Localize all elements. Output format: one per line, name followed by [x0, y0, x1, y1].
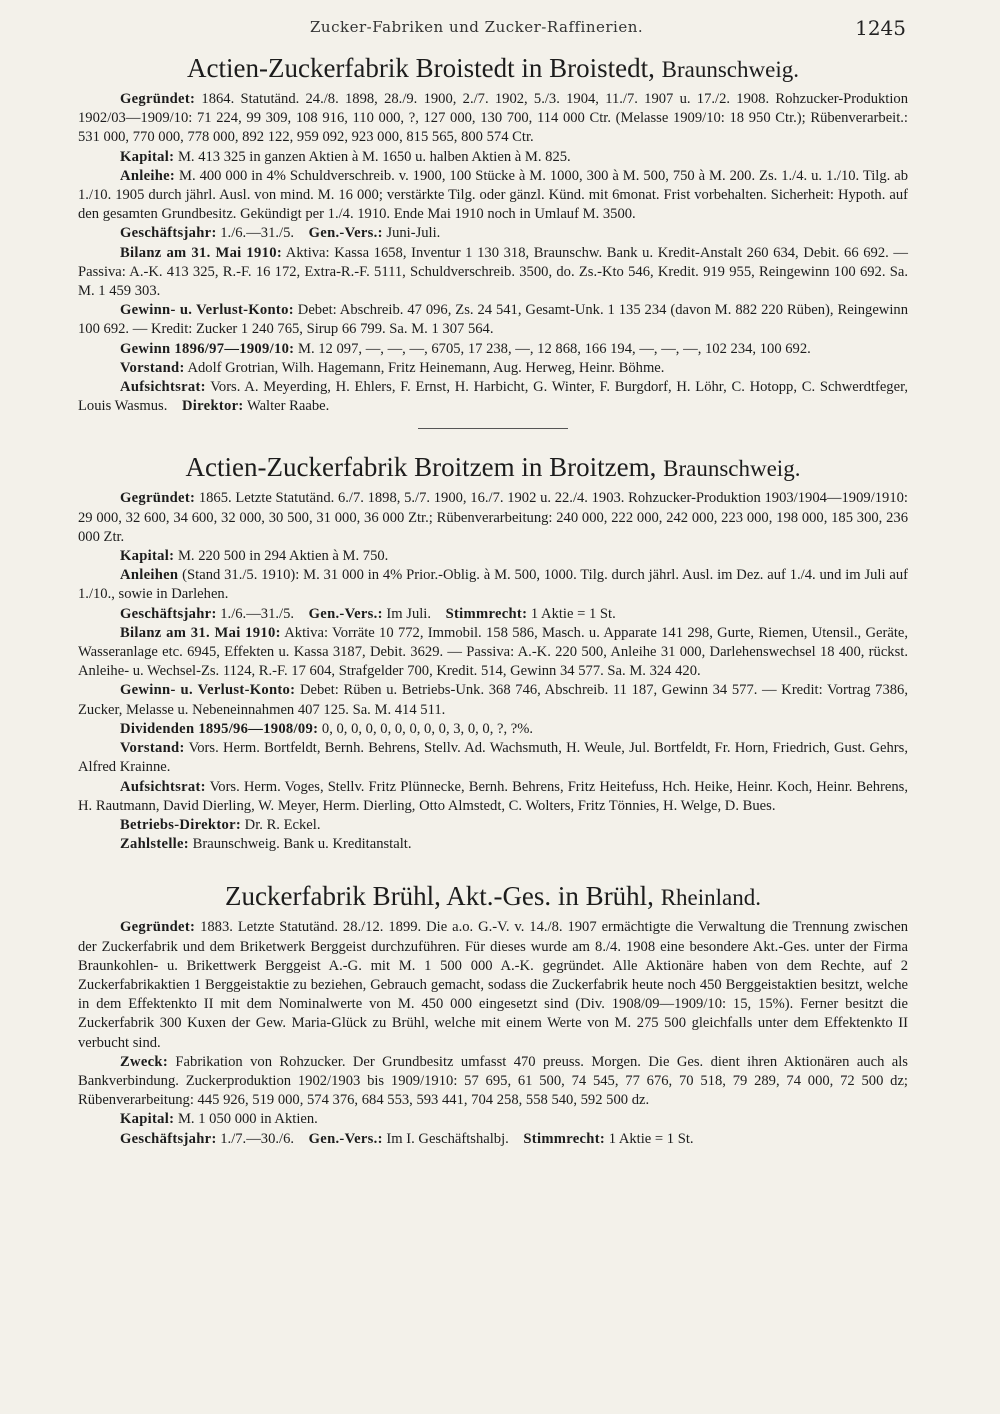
entry-paragraph — [78, 90, 908, 148]
field-value: Dr. R. Eckel. — [241, 816, 321, 833]
field-value: Braunschweig. Bank u. Kreditanstalt. — [188, 836, 412, 853]
entry-paragraph — [78, 816, 908, 835]
field-label: Gewinn 1896/97—1909/10: — [120, 340, 295, 357]
running-title: Zucker-Fabriken und Zucker-Raffinerien. — [310, 18, 644, 36]
entry-gap — [78, 854, 908, 876]
field-label: Gen.-Vers.: — [308, 1130, 383, 1147]
field-label: Dividenden 1895/96—1908/09: — [120, 720, 319, 737]
company-name: Actien-Zuckerfabrik Broitzem in Broitzem, — [185, 452, 657, 483]
entry-paragraph — [78, 605, 908, 624]
field-value: Vors. Herm. Voges, Stellv. Fritz Plünnecke, Bernh. Behrens, Fritz Heitefuss, Hch. Heike, Heinr. Koch, Heinr. Behrens, H. Rautmann, David Dierling, W. Meyer, Herm. Dierling, Otto Almstedt, C. Wolters, Fritz Tönnies, H. Welge, D. Bues. — [78, 778, 908, 814]
entry-paragraph — [78, 148, 908, 167]
document-page — [78, 14, 908, 1149]
field-label: Aufsichtsrat: — [120, 778, 206, 795]
field-value: M. 413 325 in ganzen Aktien à M. 1650 u. halben Aktien à M. 825. — [174, 148, 571, 165]
field-label: Vorstand: — [120, 740, 185, 757]
field-label: Anleihe: — [120, 167, 176, 184]
page-number: 1245 — [855, 16, 906, 40]
field-value: Vors. A. Meyerding, H. Ehlers, F. Ernst, H. Harbicht, G. Winter, F. Burgdorf, H. Löhr, C. Hotopp, C. Schwerdtfeger, Louis Wasmus. — [78, 379, 908, 415]
field-value: Vors. Herm. Bortfeldt, Bernh. Behrens, Stellv. Ad. Wachsmuth, H. Weule, Jul. Bortfeldt, Fr. Horn, Friedrich, Gust. Gehrs, Alfred Krainne. — [78, 740, 908, 776]
field-label: Gegründet: — [120, 919, 196, 936]
field-value: Debet: Rüben u. Betriebs-Unk. 368 746, Abschreib. 11 187, Gewinn 34 577. — Kredit: Vortrag 7386, Zucker, Melasse u. Nebeneinnahmen 407 125. Sa. M. 414 511. — [78, 682, 908, 718]
company-location: Braunschweig. — [663, 456, 801, 482]
field-value: Juni-Juli. — [382, 225, 441, 242]
field-label: Geschäftsjahr: — [120, 225, 217, 242]
field-value: M. 220 500 in 294 Aktien à M. 750. — [174, 548, 389, 565]
field-value: 1./6.—31./5. — [216, 225, 295, 242]
entry-separator — [418, 428, 568, 429]
entry-paragraph — [78, 1110, 908, 1129]
field-value: Adolf Grotrian, Wilh. Hagemann, Fritz Heinemann, Aug. Herweg, Heinr. Böhme. — [184, 359, 665, 376]
entry-paragraph — [78, 340, 908, 359]
entry-paragraph — [78, 167, 908, 225]
field-value: Fabrikation von Rohzucker. Der Grundbesitz umfasst 470 preuss. Morgen. Die Ges. dient ihren Aktionären auch als Bankverbindung. Zuckerproduktion 1902/1903 bis 1909/1910: 57 695, 61 500, 74 545, 77 676, 70 518, 79 289, 74 000, 72 500 dz; Rübenverarbeitung: 445 926, 519 000, 574 376, 684 553, 593 441, 704 258, 558 540, 592 500 dz. — [78, 1053, 908, 1109]
field-label: Vorstand: — [120, 359, 185, 376]
field-value: Im I. Geschäftshalbj. — [382, 1130, 509, 1147]
entry-paragraph — [78, 778, 908, 816]
entry-paragraph — [78, 489, 908, 547]
field-value: 1865. Letzte Statutänd. 6./7. 1898, 5./7. 1900, 16./7. 1902 u. 22./4. 1903. Rohzucker-Produktion 1903/1904—1909/1910: 29 000, 32 600, 34 600, 32 000, 30 500, 31 000, 36 000 Ztr.; Rübenverarbeitung: 240 000, 222 000, 242 000, 223 000, 198 000, 185 300, 236 000 Ztr. — [78, 490, 908, 545]
field-label: Kapital: — [120, 148, 175, 165]
entry-paragraph — [78, 681, 908, 719]
entry-paragraph — [78, 739, 908, 777]
company-title — [78, 48, 908, 90]
company-entry — [78, 48, 908, 416]
field-label: Betriebs-Direktor: — [120, 816, 242, 833]
field-label: Kapital: — [120, 1111, 175, 1128]
field-label: Bilanz am 31. Mai 1910: — [120, 244, 282, 261]
field-value: M. 1 050 000 in Aktien. — [174, 1111, 318, 1128]
field-label: Geschäftsjahr: — [120, 1130, 217, 1147]
field-label: Bilanz am 31. Mai 1910: — [120, 624, 281, 641]
entry-paragraph — [78, 720, 908, 739]
field-value: Walter Raabe. — [243, 398, 330, 415]
field-value: 1864. Statutänd. 24./8. 1898, 28./9. 1900, 2./7. 1902, 5./3. 1904, 11./7. 1907 u. 17./2. 1908. Rohzucker-Produktion 1902/03—1909/10: 71 224, 99 309, 108 916, 110 000, ?, 127 000, 130 700, 114 000 Ctr. (Melasse 1909/10: 18 950 Ctr.); Rübenverarbeit.: 531 000, 770 000, 778 000, 892 122, 959 092, 923 000, 815 565, 800 574 Ctr. — [78, 91, 908, 146]
field-label: Stimmrecht: — [445, 605, 528, 622]
company-name: Actien-Zuckerfabrik Broistedt in Broistedt, — [187, 53, 655, 83]
field-value: 1883. Letzte Statutänd. 28./12. 1899. Die a.o. G.-V. v. 14./8. 1907 ermächtigte die Verwaltung die Trennung zwischen der Zuckerfabrik und dem Briketwerk Berggeist durchzuführen. Für dieses wurde am 8./4. 1908 eine besondere Akt.-Ges. unter der Firma Braunkohlen- u. Brikettwerk Berggeist A.-G. mit M. 1 500 000 A.-K. gegründet. Alle Aktionäre haben von dem Rechte, auf 2 Zuckerfabrikaktien 1 Berggeistaktie zu beziehen, Gebrauch gemacht, sodass die Zuckerfabrik heute noch 450 Berggeistaktien besitzt, welche in dem Effektenkto II mit dem Nominalwerte von M. 450 000 eingesetzt sind (Div. 1908/09—1909/10: 15, 15%). Ferner besitzt die Zuckerfabrik 300 Kuxen der Gew. Maria-Glück zu Brühl, welche mit einem Werte von M. 275 500 gleichfalls unter dem Effektenkto II verbucht sind. — [78, 919, 908, 1051]
field-label: Direktor: — [181, 398, 244, 415]
field-value: 1 Aktie = 1 St. — [527, 605, 616, 622]
entry-paragraph — [78, 918, 908, 1052]
company-title — [78, 447, 908, 489]
field-value: Aktiva: Vorräte 10 772, Immobil. 158 586, Masch. u. Apparate 141 298, Gurte, Riemen, Utensil., Geräte, Wasseranlage etc. 6945, Effekten u. Kassa 3187, Debit. 3629. — Passiva: A.-K. 220 500, Anleihe 31 000, Darlehenswechsel 18 400, rückst. Anleihe- u. Wechsel-Zs. 1124, R.-F. 17 604, Strafgelder 700, Kredit. 514, Gewinn 34 577. Sa. M. 324 420. — [78, 624, 908, 680]
field-label: Zahlstelle: — [120, 836, 189, 853]
entry-paragraph — [78, 835, 908, 854]
field-label: Geschäftsjahr: — [120, 605, 217, 622]
entry-paragraph — [78, 1053, 908, 1111]
field-value: 0, 0, 0, 0, 0, 0, 0, 0, 0, 3, 0, 0, ?, ?%. — [318, 720, 534, 737]
field-value: M. 12 097, —, —, —, 6705, 17 238, —, 12 868, 166 194, —, —, —, 102 234, 100 692. — [294, 340, 811, 357]
field-label: Aufsichtsrat: — [120, 379, 206, 396]
field-value: 1./6.—31./5. — [216, 605, 295, 622]
field-label: Anleihen — [120, 567, 179, 584]
field-label: Gen.-Vers.: — [308, 605, 383, 622]
field-label: Zweck: — [120, 1053, 169, 1070]
company-entry — [78, 447, 908, 854]
entry-paragraph — [78, 244, 908, 302]
field-value: Aktiva: Kassa 1658, Inventur 1 130 318, Braunschw. Bank u. Kredit-Anstalt 260 634, Debit. 66 692. — Passiva: A.-K. 413 325, R.-F. 16 172, Extra-R.-F. 5111, Schuldverschreib. 3500, do. Zs.-Kto 546, Kredit. 919 955, Reingewinn 100 692. Sa. M. 1 459 303. — [78, 244, 908, 300]
field-label: Gen.-Vers.: — [308, 225, 383, 242]
field-value: Debet: Abschreib. 47 096, Zs. 24 541, Gesamt-Unk. 1 135 234 (davon M. 882 220 Rüben), Reingewinn 100 692. — Kredit: Zucker 1 240 765, Sirup 66 799. Sa. M. 1 307 564. — [78, 302, 908, 338]
field-label: Gewinn- u. Verlust-Konto: — [120, 302, 294, 319]
field-value: M. 400 000 in 4% Schuldverschreib. v. 1900, 100 Stücke à M. 1000, 300 à M. 500, 750 à M. 200. Zs. 1./4. u. 1./10. Tilg. ab 1./10. 1905 durch jährl. Ausl. von mind. M. 16 000; verstärkte Tilg. oder gänzl. Künd. mit 6monat. Frist vorbehalten. Sicherheit: Hypoth. auf den gesamten Grundbesitz. Gekündigt per 1./4. 1910. Ende Mai 1910 noch in Umlauf M. 3500. — [78, 167, 908, 223]
entry-paragraph — [78, 1130, 908, 1149]
company-entry — [78, 876, 908, 1148]
field-label: Kapital: — [120, 548, 175, 565]
entry-paragraph — [78, 359, 908, 378]
entry-paragraph — [78, 224, 908, 243]
company-location: Rheinland. — [660, 885, 761, 911]
entry-paragraph — [78, 566, 908, 604]
field-label: Gewinn- u. Verlust-Konto: — [120, 682, 296, 699]
field-label: Gegründet: — [120, 490, 196, 507]
entry-paragraph — [78, 624, 908, 682]
field-value: Im Juli. — [382, 605, 431, 622]
company-title — [78, 876, 908, 918]
running-header — [78, 14, 908, 48]
field-value: 1./7.—30./6. — [216, 1130, 295, 1147]
entries-container — [78, 48, 908, 1149]
field-value: (Stand 31./5. 1910): M. 31 000 in 4% Prior.-Oblig. à M. 500, 1000. Tilg. durch jährl. Ausl. im Dez. auf 1./4. und im Juli auf 1./10., sowie in Darlehen. — [78, 567, 908, 603]
entry-paragraph — [78, 301, 908, 339]
field-label: Stimmrecht: — [523, 1130, 606, 1147]
company-location: Braunschweig. — [661, 57, 799, 82]
entry-paragraph — [78, 378, 908, 416]
entry-paragraph — [78, 547, 908, 566]
field-value: 1 Aktie = 1 St. — [605, 1130, 694, 1147]
field-label: Gegründet: — [120, 91, 196, 107]
company-name: Zuckerfabrik Brühl, Akt.-Ges. in Brühl, — [225, 881, 654, 912]
